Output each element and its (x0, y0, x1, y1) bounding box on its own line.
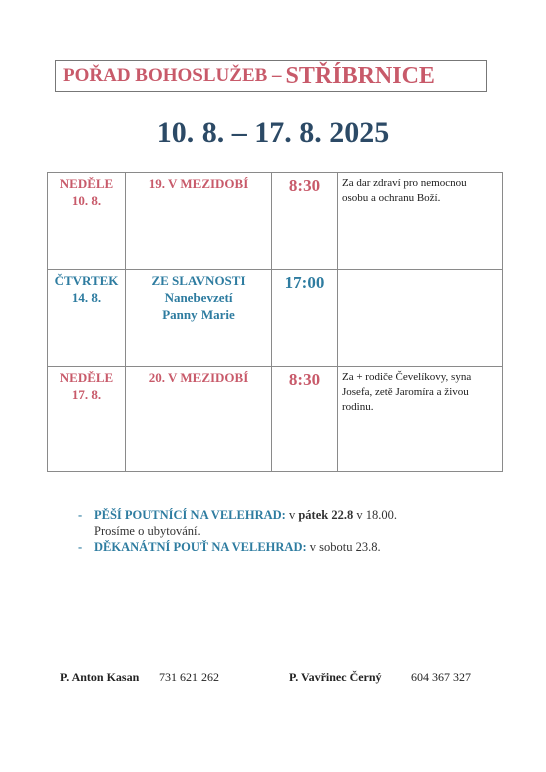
contact-name: P. Anton Kasan (60, 670, 140, 684)
table-row (48, 367, 503, 472)
liturgy-cell (126, 173, 272, 270)
bullet-dash: - (78, 540, 83, 554)
announcement-value-suffix: v 18.00. (356, 508, 397, 522)
intention-cell (338, 367, 503, 472)
day-name: ČTVRTEK (54, 273, 119, 288)
announcement-label: DĚKANÁTNÍ POUŤ NA VELEHRAD: (94, 540, 307, 554)
announcement-label: PĚŠÍ POUTNÍCÍ NA VELEHRAD: (94, 508, 286, 522)
contact-name: P. Vavřinec Černý (289, 670, 382, 684)
date-range-heading: 10. 8. – 17. 8. 2025 (156, 116, 390, 149)
announcement-item (78, 507, 498, 539)
day-date: 10. 8. (71, 193, 102, 208)
time-cell: 8:30 (272, 173, 338, 270)
intention-line: Josefa, zetě Jaromíra a živou (342, 386, 469, 398)
intention-cell (338, 173, 503, 270)
liturgy-title: 19. V MEZIDOBÍ (148, 176, 249, 191)
day-date: 14. 8. (71, 290, 102, 305)
schedule-table (47, 172, 503, 472)
page-title-main: POŘAD BOHOSLUŽEB – (63, 65, 282, 86)
liturgy-title: ZE SLAVNOSTI (151, 273, 246, 288)
announcement-value: v sobotu 23.8. (309, 540, 381, 554)
contacts-footer (60, 670, 500, 688)
intention-line: osobu a ochranu Boží. (342, 192, 441, 204)
table-row (48, 173, 503, 270)
day-cell (48, 367, 126, 472)
intention-line: Za dar zdraví pro nemocnou (342, 177, 467, 189)
contact-phone: 731 621 262 (159, 670, 219, 684)
announcement-extra: Prosíme o ubytování. (94, 524, 201, 538)
intention-cell (338, 270, 503, 367)
announcement-value (289, 508, 397, 522)
liturgy-cell (126, 367, 272, 472)
liturgy-title: Nanebevzetí (164, 290, 233, 305)
day-name: NEDĚLE (59, 370, 114, 385)
liturgy-title: 20. V MEZIDOBÍ (148, 370, 249, 385)
liturgy-title: Panny Marie (162, 307, 235, 322)
page-title-parish: STŘÍBRNICE (285, 62, 435, 89)
day-cell (48, 173, 126, 270)
time-cell: 17:00 (272, 270, 338, 367)
bullet-dash: - (78, 508, 83, 522)
liturgy-cell (126, 270, 272, 367)
time-cell: 8:30 (272, 367, 338, 472)
day-name: NEDĚLE (59, 176, 114, 191)
intention-line: rodinu. (342, 401, 374, 413)
day-cell (48, 270, 126, 367)
announcement-item (78, 539, 498, 555)
contact-phone: 604 367 327 (411, 670, 471, 684)
title-box (55, 60, 487, 92)
announcements (78, 507, 498, 555)
intention-line: Za + rodiče Čevelíkovy, syna (342, 371, 472, 383)
day-date: 17. 8. (71, 387, 102, 402)
announcement-value-prefix: v (288, 508, 296, 522)
announcement-value-bold: pátek 22.8 (298, 508, 354, 522)
table-row (48, 270, 503, 367)
